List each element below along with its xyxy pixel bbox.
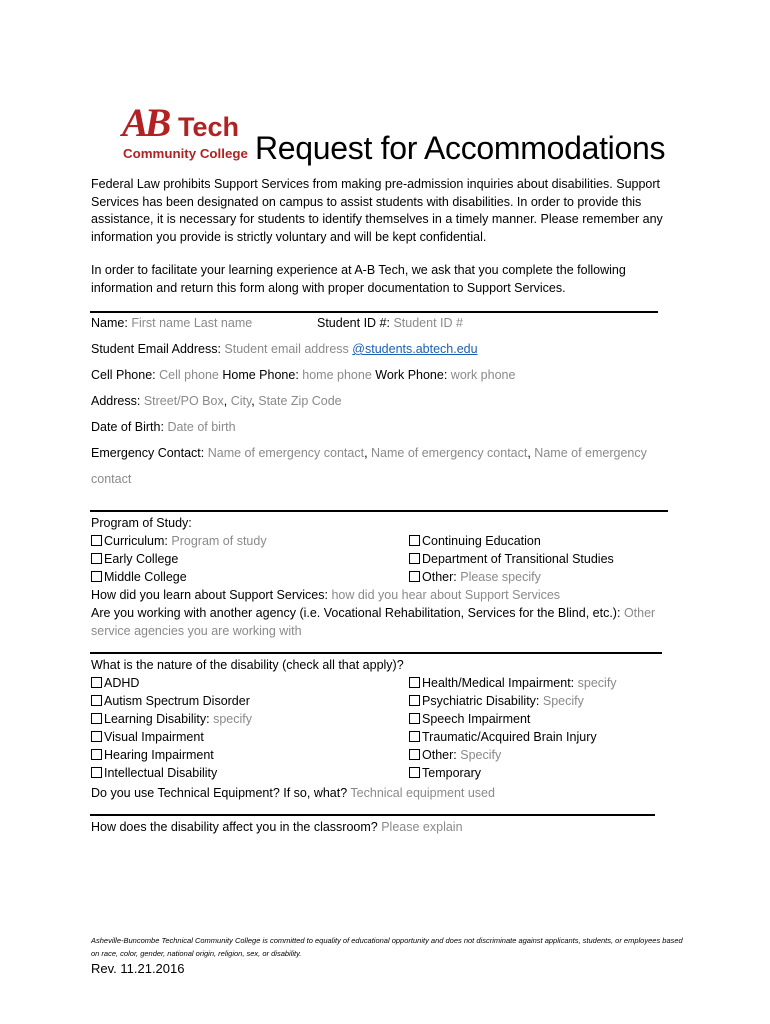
option-continuing-education[interactable]: [409, 534, 541, 548]
early-college-label: Early College: [104, 552, 179, 566]
equipment-label: Do you use Technical Equipment? If so, what?: [91, 786, 348, 800]
address-label: Address:: [91, 394, 141, 408]
dob-field[interactable]: Date of birth: [167, 420, 236, 434]
option-intellectual[interactable]: [91, 766, 217, 780]
revision-date: Rev. 11.21.2016: [91, 961, 185, 976]
continuing-label: Continuing Education: [422, 534, 541, 548]
agency-row: [91, 606, 655, 620]
checkbox[interactable]: [91, 749, 102, 760]
hearing-label: Hearing Impairment: [104, 748, 214, 762]
checkbox[interactable]: [409, 677, 420, 688]
checkbox[interactable]: [91, 677, 102, 688]
disability-other-label: Other:: [422, 748, 457, 762]
program-other-label: Other:: [422, 570, 457, 584]
option-disability-other[interactable]: [409, 748, 501, 762]
speech-label: Speech Impairment: [422, 712, 531, 726]
health-field[interactable]: specify: [577, 676, 617, 690]
intellectual-label: Intellectual Disability: [104, 766, 218, 780]
home-phone-label: Home Phone:: [222, 368, 299, 382]
cell-phone-label: Cell Phone:: [91, 368, 156, 382]
classroom-row: [91, 820, 463, 834]
address-row: Address: Street/PO Box, City, State Zip Code: [91, 394, 342, 408]
dob-row: [91, 420, 236, 434]
option-transitional-studies[interactable]: [409, 552, 614, 566]
checkbox[interactable]: [91, 713, 102, 724]
emergency-field-3[interactable]: Name of emergency: [534, 446, 647, 460]
name-label: Name:: [91, 316, 128, 330]
intro-paragraph-2: In order to facilitate your learning experience at A-B Tech, we ask that you complete the following information and return this form along with proper documentation to Support Services.: [91, 263, 626, 295]
option-hearing[interactable]: [91, 748, 214, 762]
equipment-row: [91, 786, 495, 800]
emergency-label: Emergency Contact:: [91, 446, 205, 460]
agency-row-cont: [91, 624, 302, 638]
checkbox[interactable]: [409, 571, 420, 582]
option-learning-disability[interactable]: [91, 712, 252, 726]
section-divider: [90, 652, 662, 654]
psychiatric-field[interactable]: Specify: [542, 694, 584, 708]
hear-about-row: [91, 588, 560, 602]
logo-subtitle: Community College: [123, 146, 248, 161]
checkbox[interactable]: [91, 535, 102, 546]
checkbox[interactable]: [409, 553, 420, 564]
email-row: [91, 342, 478, 356]
transitional-label: Department of Transitional Studies: [422, 552, 614, 566]
checkbox[interactable]: [91, 767, 102, 778]
option-speech[interactable]: [409, 712, 530, 726]
option-psychiatric[interactable]: [409, 694, 584, 708]
section-divider: [90, 311, 658, 313]
work-phone-label: Work Phone:: [375, 368, 448, 382]
email-field[interactable]: Student email address: [224, 342, 349, 356]
emergency-field-3-cont[interactable]: contact: [91, 472, 132, 486]
program-other-field[interactable]: Please specify: [460, 570, 541, 584]
intro-paragraph-1: Federal Law prohibits Support Services from making pre-admission inquiries about disabilities. Support Services has been designated on campus to assist students with disabilities. In order to provide this assistance, it is necessary for students to identify themselves in a timely manner. Please remember any information you provide is strictly voluntary and will be kept confidential.: [91, 177, 663, 244]
option-early-college[interactable]: [91, 552, 178, 566]
equipment-field[interactable]: Technical equipment used: [350, 786, 495, 800]
option-autism[interactable]: [91, 694, 250, 708]
non-discrimination-note: Asheville-Buncombe Technical Community College is committed to equality of educational opportunity and does not discriminate against applicants, students, or employees based on race, color, gender, national origin, religion, sex, or disability.: [91, 936, 683, 958]
dob-label: Date of Birth:: [91, 420, 164, 434]
disability-other-field[interactable]: Specify: [460, 748, 502, 762]
option-brain-injury[interactable]: [409, 730, 597, 744]
emergency-row: Emergency Contact: Name of emergency contact, Name of emergency contact, Name of emergency: [91, 446, 647, 460]
emergency-field-1[interactable]: Name of emergency contact: [207, 446, 365, 460]
learning-field[interactable]: specify: [213, 712, 252, 726]
email-domain-link[interactable]: @students.abtech.edu: [352, 342, 478, 356]
cell-phone-field[interactable]: Cell phone: [159, 368, 219, 382]
curriculum-field[interactable]: Program of study: [171, 534, 267, 548]
section-divider: [90, 510, 668, 512]
program-heading: Program of Study:: [91, 516, 192, 530]
street-field[interactable]: Street/PO Box: [143, 394, 224, 408]
checkbox[interactable]: [409, 535, 420, 546]
ab-tech-logo: [120, 96, 255, 166]
classroom-field[interactable]: Please explain: [381, 820, 463, 834]
student-id-row: [317, 316, 463, 330]
agency-field-cont[interactable]: service agencies you are working with: [91, 624, 302, 638]
checkbox[interactable]: [91, 553, 102, 564]
visual-label: Visual Impairment: [104, 730, 204, 744]
agency-field[interactable]: Other: [623, 606, 656, 620]
emergency-field-2[interactable]: Name of emergency contact: [371, 446, 528, 460]
brain-injury-label: Traumatic/Acquired Brain Injury: [422, 730, 597, 744]
name-row: [91, 316, 252, 330]
state-zip-field[interactable]: State Zip Code: [258, 394, 342, 408]
classroom-label: How does the disability affect you in the classroom?: [91, 820, 378, 834]
disability-heading: What is the nature of the disability (check all that apply)?: [91, 658, 404, 672]
phone-row: [91, 368, 515, 382]
option-temporary[interactable]: [409, 766, 481, 780]
logo-mark: AB: [122, 100, 168, 145]
section-divider: [90, 814, 655, 816]
option-program-other[interactable]: [409, 570, 541, 584]
home-phone-field[interactable]: home phone: [302, 368, 372, 382]
hear-about-field[interactable]: how did you hear about Support Services: [331, 588, 561, 602]
ab-tech-logo-graphic: [120, 96, 255, 166]
emergency-row-cont: [91, 472, 131, 486]
option-health[interactable]: [409, 676, 617, 690]
checkbox[interactable]: [409, 749, 420, 760]
work-phone-field[interactable]: work phone: [450, 368, 516, 382]
agency-label: Are you working with another agency (i.e. Vocational Rehabilitation, Services for the Blind, etc.):: [91, 606, 621, 620]
hear-about-label: How did you learn about Support Services:: [91, 588, 328, 602]
checkbox[interactable]: [91, 571, 102, 582]
psychiatric-label: Psychiatric Disability:: [422, 694, 540, 708]
student-id-field[interactable]: Student ID #: [393, 316, 463, 330]
learning-label: Learning Disability:: [104, 712, 210, 726]
student-id-label: Student ID #:: [317, 316, 390, 330]
name-field[interactable]: First name Last name: [131, 316, 253, 330]
option-adhd[interactable]: [91, 676, 139, 690]
checkbox[interactable]: [409, 731, 420, 742]
option-middle-college[interactable]: [91, 570, 187, 584]
checkbox[interactable]: [409, 767, 420, 778]
autism-label: Autism Spectrum Disorder: [104, 694, 250, 708]
adhd-label: ADHD: [104, 676, 140, 690]
temporary-label: Temporary: [422, 766, 482, 780]
option-visual[interactable]: [91, 730, 204, 744]
email-label: Student Email Address:: [91, 342, 221, 356]
health-label: Health/Medical Impairment:: [422, 676, 575, 690]
curriculum-label: Curriculum:: [104, 534, 168, 548]
checkbox[interactable]: [409, 713, 420, 724]
logo-word: Tech: [178, 112, 240, 142]
middle-college-label: Middle College: [104, 570, 187, 584]
page-title: Request for Accommodations: [255, 130, 666, 166]
checkbox[interactable]: [91, 695, 102, 706]
option-curriculum[interactable]: [91, 534, 267, 548]
checkbox[interactable]: [409, 695, 420, 706]
city-field[interactable]: City: [230, 394, 252, 408]
checkbox[interactable]: [91, 731, 102, 742]
